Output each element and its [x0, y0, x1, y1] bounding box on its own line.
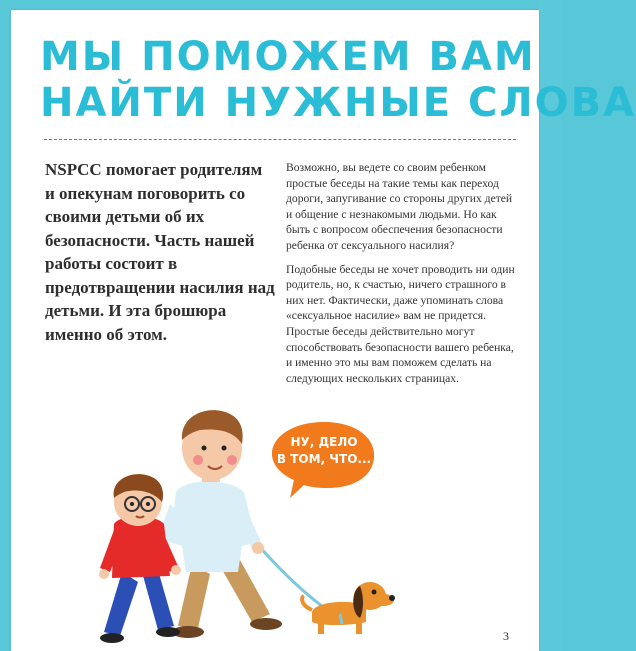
illustration-family-walk	[80, 400, 400, 645]
page-title	[40, 34, 636, 126]
speech-bubble-line-1: НУ, ДЕЛО	[290, 435, 358, 449]
lead-paragraph: NSPCC помогает родителям и опекунам поговорить со своими детьми об их безопасности. Часть нашей работы состоит в предотвращении насилия над детьми. И эта брошюра именно об этом.	[45, 160, 275, 344]
page-number: 3	[503, 629, 509, 643]
body-paragraph-2: Подобные беседы не хочет проводить ни один родитель, но, к счастью, ничего страшного в них нет. Фактически, даже упоминать слова «сексуальное насилие» вам не придется. Простые беседы действительно могут способствовать безопасности вашего ребенка, и именно это мы вам поможем сделать на следующих нескольких страницах.	[286, 262, 515, 385]
speech-bubble-line-2: В ТОМ, ЧТО...	[276, 452, 372, 466]
illustration-child	[99, 474, 181, 643]
title-line-2: НАЙТИ НУЖНЫЕ СЛОВА	[40, 80, 636, 126]
dashed-divider	[44, 139, 516, 140]
illustration-adult	[154, 410, 282, 638]
body-paragraph-1: Возможно, вы ведете со своим ребенком простые беседы на такие темы как переход дороги, запугивание со стороны других детей и общение с незнакомыми людьми. Но как быть с вопросом обеспечения безопасности ребенка от сексуального насилия?	[286, 161, 513, 252]
title-line-1: МЫ ПОМОЖЕМ ВАМ	[40, 34, 536, 80]
body-column	[286, 160, 516, 394]
illustration-dog	[302, 582, 395, 634]
